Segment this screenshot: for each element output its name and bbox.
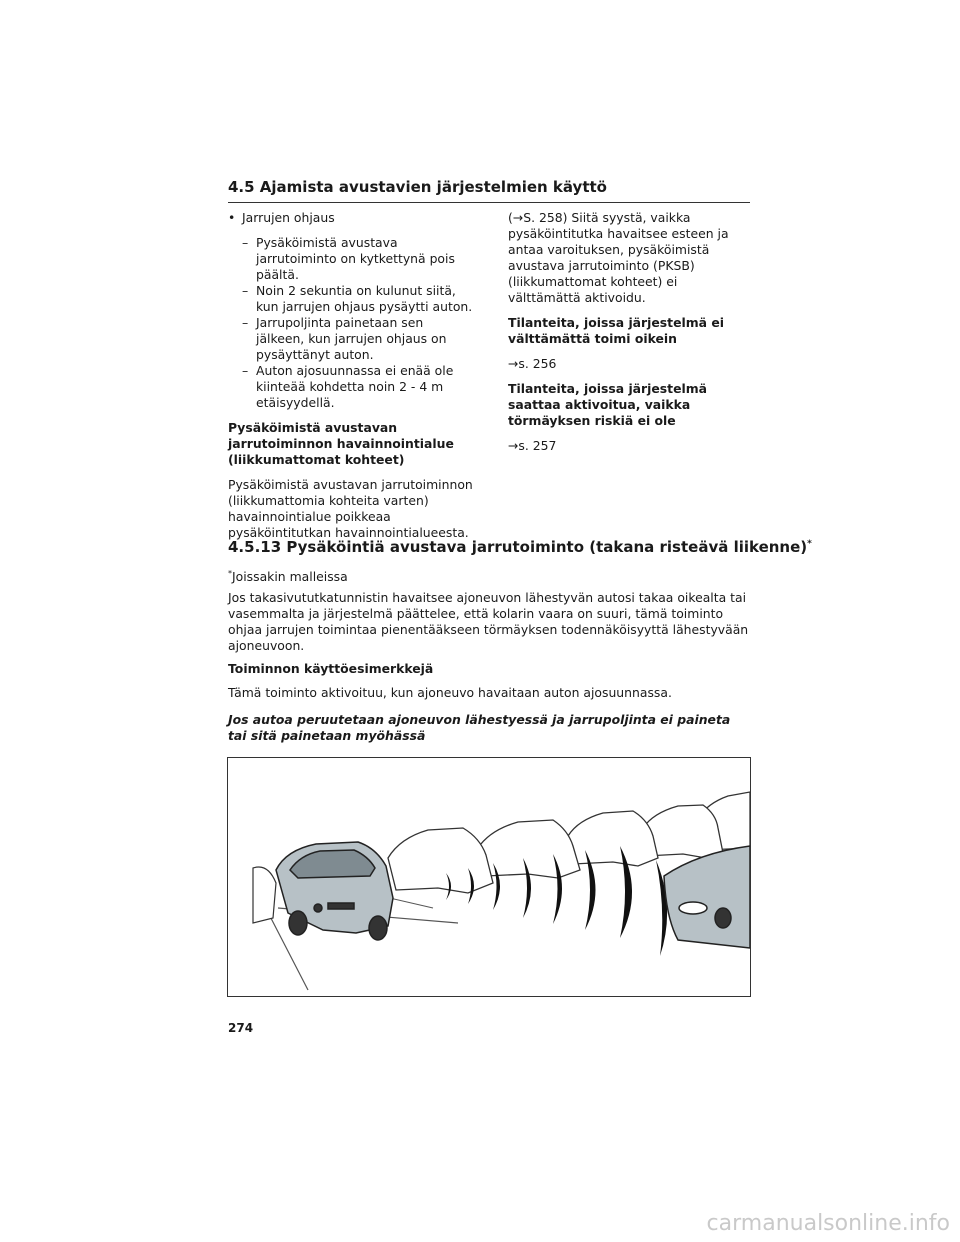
right-column (508, 210, 753, 463)
side-car-left (253, 867, 276, 923)
subsection-title: 4.5.13 Pysäköintiä avustava jarrutoiminto (takana risteävä liikenne)* (228, 538, 812, 556)
parking-illustration (227, 757, 751, 997)
intro-paragraph: Jos takasivututkatunnistin havaitsee ajoneuvon lähestyvän autosi takaa oikealta tai vasemmalta ja järjestelmä päättelee, että kolarin vaara on suuri, tämä toiminto ohjaa jarrujen toimintaa pienentääkseen törmäyksen todennäköisyyttä lähestyvään ajoneuvoon. (228, 590, 749, 653)
examples-text: Tämä toiminto aktivoituu, kun ajoneuvo havaitaan auton ajosuunnassa. (228, 685, 672, 700)
case-heading: Jos autoa peruutetaan ajoneuvon lähestyessä ja jarrupoljinta ei paineta tai sitä painetaan myöhässä (228, 712, 731, 743)
page-reference-2: →s. 257 (508, 438, 557, 453)
section-title: 4.5 Ajamista avustavien järjestelmien käyttö (228, 178, 750, 203)
dash-item: – Pysäköimistä avustava jarrutoiminto on kytkettynä pois päältä. (242, 235, 455, 282)
reversing-car (276, 842, 393, 940)
approaching-car (664, 846, 750, 948)
right-heading-2: Tilanteita, joissa järjestelmä saattaa aktivoitua, vaikka törmäyksen riskiä ei ole (508, 381, 708, 428)
dash-item: – Noin 2 sekuntia on kulunut siitä, kun jarrujen ohjaus pysäytti auton. (242, 283, 473, 314)
left-text: Pysäköimistä avustavan jarrutoiminnon (liikkumattomia kohteita varten) havainnointialue poikkeaa pysäköintitutkan havainnointialueesta. (228, 477, 473, 540)
left-column (228, 210, 473, 550)
right-heading-1: Tilanteita, joissa järjestelmä ei välttämättä toimi oikein (508, 315, 724, 346)
dash-item: – Jarrupoljinta painetaan sen jälkeen, kun jarrujen ohjaus on pysäyttänyt auton. (242, 315, 447, 362)
bullet-item: • Jarrujen ohjaus (228, 210, 473, 226)
examples-heading: Toiminnon käyttöesimerkkejä (228, 661, 434, 676)
page-number: 274 (228, 1021, 254, 1035)
dash-item: – Auton ajosuunnassa ei enää ole kiinteää kohdetta noin 2 - 4 m etäisyydellä. (242, 363, 454, 410)
right-text: (→S. 258) Siitä syystä, vaikka pysäköintitutka havaitsee esteen ja antaa varoituksen, pysäköimistä avustava jarrutoiminto (PKSB) (liikkumattomat kohteet) ei välttämättä aktivoidu. (508, 210, 729, 305)
watermark: carmanualsonline.info (706, 1211, 950, 1236)
left-heading: Pysäköimistä avustavan jarrutoiminnon havainnointialue (liikkumattomat kohteet) (228, 420, 454, 467)
parking-scene-svg (228, 758, 750, 996)
footnote: *Joissakin malleissa (228, 569, 348, 585)
title-asterisk: * (807, 539, 812, 549)
page-reference-1: →s. 256 (508, 356, 557, 371)
